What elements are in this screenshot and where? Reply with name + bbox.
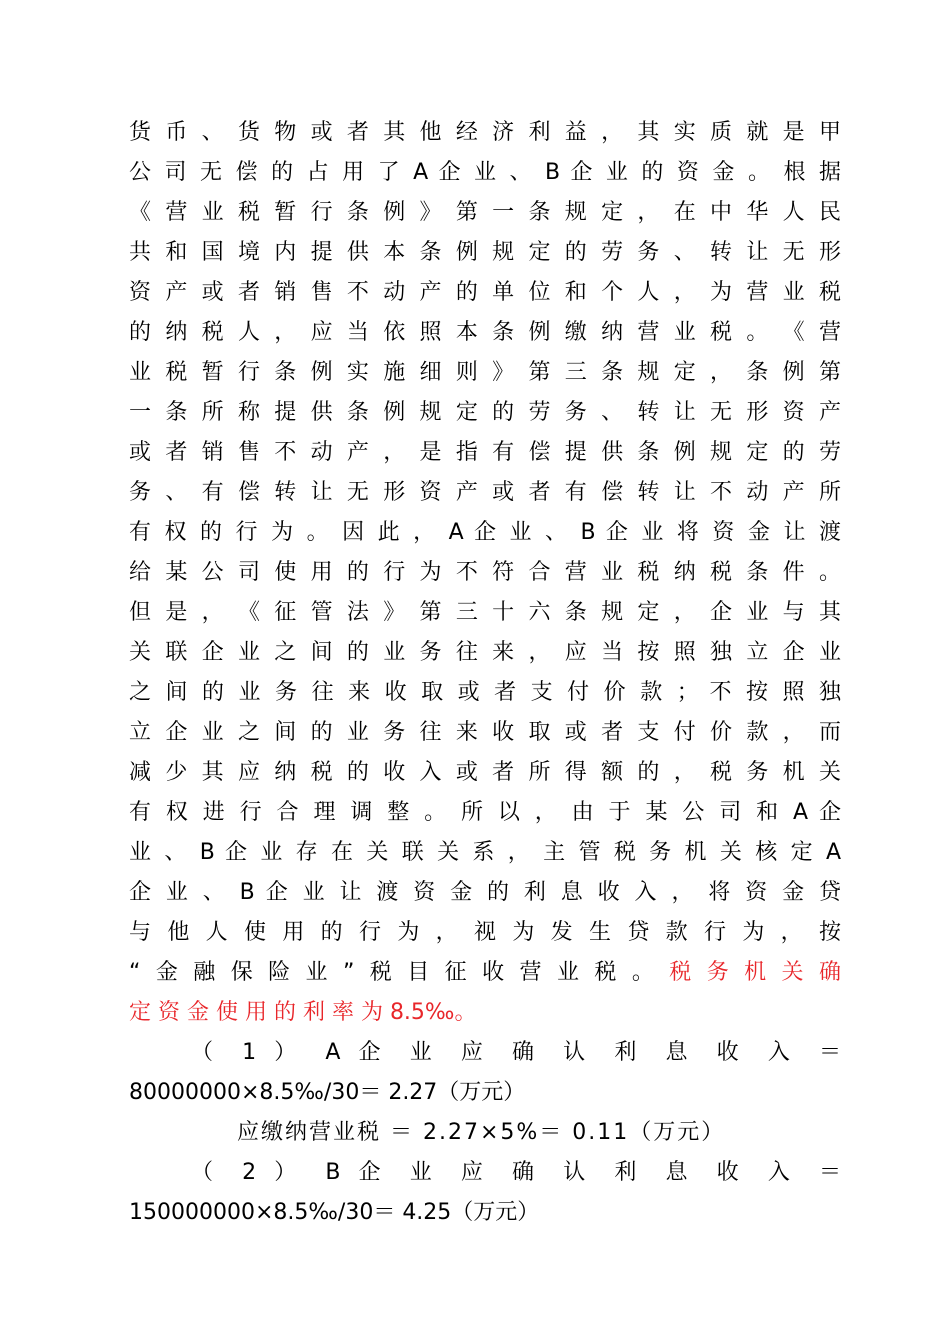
text-line: 给 某 公 司 使 用 的 行 为 不 符 合 营 业 税 纳 税 条 件 。: [129, 560, 841, 585]
text-line: 关 联 企 业 之 间 的 业 务 往 来 ， 应 当 按 照 独 立 企 业: [129, 640, 841, 665]
highlighted-text-line: 定 资 金 使 用 的 利 率 为 8.5‰。: [129, 1000, 477, 1025]
text-line: 或 者 销 售 不 动 产 ， 是 指 有 偿 提 供 条 例 规 定 的 劳: [129, 440, 841, 465]
text-line: 《 营 业 税 暂 行 条 例 》 第 一 条 规 定 ， 在 中 华 人 民: [129, 200, 841, 225]
text-line: 业 、 B 企 业 存 在 关 联 关 系 ， 主 管 税 务 机 关 核 定 A: [129, 840, 841, 865]
calc-line: （ 2 ） B 企 业 应 确 认 利 息 收 入 ＝: [191, 1160, 841, 1185]
text-line: 资 产 或 者 销 售 不 动 产 的 单 位 和 个 人 ， 为 营 业 税: [129, 280, 841, 305]
text-line: 一 条 所 称 提 供 条 例 规 定 的 劳 务 、 转 让 无 形 资 产: [129, 400, 841, 425]
text-line: 公 司 无 偿 的 占 用 了 A 企 业 、 B 企 业 的 资 金 。 根 据: [129, 160, 841, 185]
calc-line: 150000000×8.5‰/30＝ 4.25（万元）: [129, 1200, 540, 1225]
text-line: 货 币 、 货 物 或 者 其 他 经 济 利 益 ， 其 实 质 就 是 甲: [129, 120, 841, 145]
text-line: 与 他 人 使 用 的 行 为 ， 视 为 发 生 贷 款 行 为 ， 按: [129, 920, 841, 945]
calc-line: （ 1 ） A 企 业 应 确 认 利 息 收 入 ＝: [191, 1040, 841, 1065]
calc-line: 80000000×8.5‰/30＝ 2.27（万元）: [129, 1080, 526, 1105]
text-line: 立 企 业 之 间 的 业 务 往 来 收 取 或 者 支 付 价 款 ， 而: [129, 720, 841, 745]
calc-line: 应缴纳营业税 ＝ 2.27×5%＝ 0.11（万元）: [237, 1120, 726, 1145]
text-line: 企 业 、 B 企 业 让 渡 资 金 的 利 息 收 入 ， 将 资 金 贷: [129, 880, 841, 905]
text-line: 的 纳 税 人 ， 应 当 依 照 本 条 例 缴 纳 营 业 税 。 《 营: [129, 320, 841, 345]
text-line: 有 权 的 行 为 。 因 此 ， A 企 业 、 B 企 业 将 资 金 让 渡: [129, 520, 841, 545]
text-line: 务 、 有 偿 转 让 无 形 资 产 或 者 有 偿 转 让 不 动 产 所: [129, 480, 841, 505]
body-text: [129, 113, 841, 1233]
text-segment: “金融保险业”税目征收营业税。: [129, 960, 670, 985]
text-line: 共 和 国 境 内 提 供 本 条 例 规 定 的 劳 务 、 转 让 无 形: [129, 240, 841, 265]
text-line: 有 权 进 行 合 理 调 整 。 所 以 ， 由 于 某 公 司 和 A 企: [129, 800, 841, 825]
text-line: 减 少 其 应 纳 税 的 收 入 或 者 所 得 额 的 ， 税 务 机 关: [129, 760, 841, 785]
highlighted-text: 税务机关确: [669, 960, 841, 985]
text-line: 但 是 ， 《 征 管 法 》 第 三 十 六 条 规 定 ， 企 业 与 其: [129, 600, 841, 625]
text-line: 业 税 暂 行 条 例 实 施 细 则 》 第 三 条 规 定 ， 条 例 第: [129, 360, 841, 385]
mixed-text-line: [129, 953, 841, 993]
text-line: 之 间 的 业 务 往 来 收 取 或 者 支 付 价 款 ； 不 按 照 独: [129, 680, 841, 705]
